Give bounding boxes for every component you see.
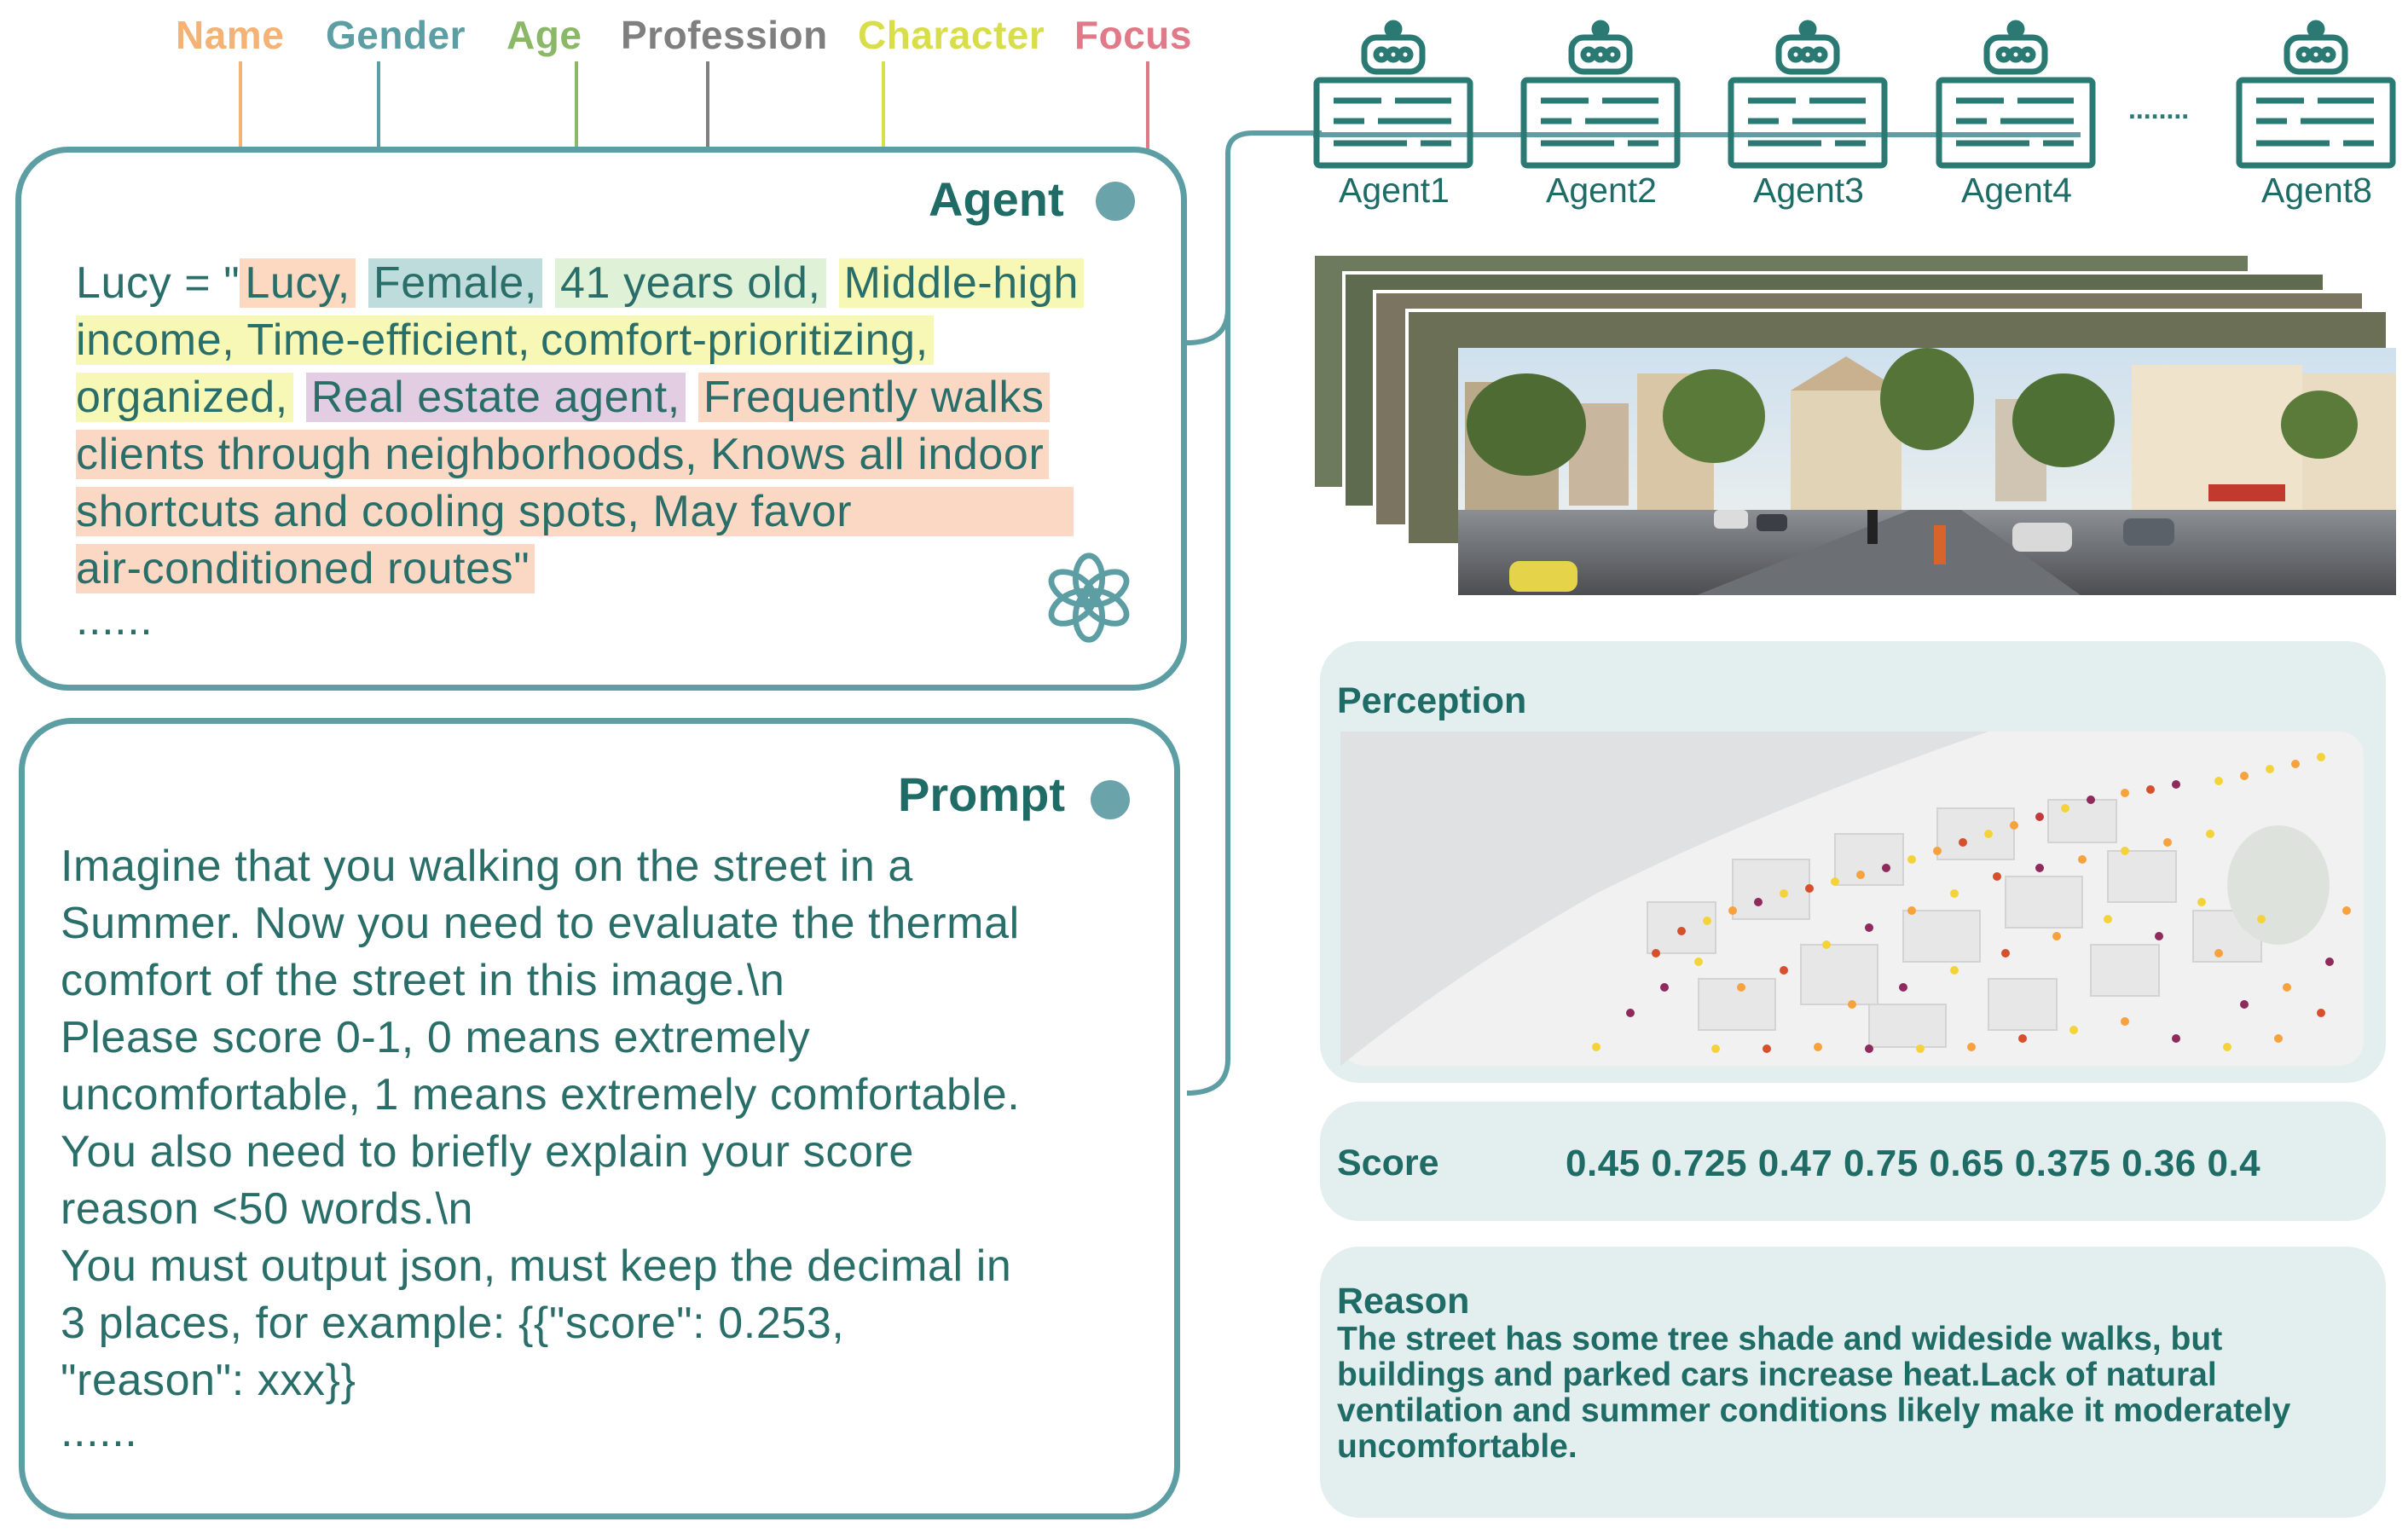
robot-agent-icon bbox=[1520, 19, 1681, 172]
character-value: organized, bbox=[76, 373, 293, 422]
name-value: Lucy, bbox=[240, 258, 355, 308]
agent-line-7: ...... bbox=[76, 595, 153, 645]
agents-ellipsis: ........ bbox=[2128, 94, 2190, 124]
attr-character-label: Character bbox=[858, 13, 1045, 57]
prompt-status-dot bbox=[1091, 780, 1130, 819]
focus-value: air-conditioned routes" bbox=[76, 544, 535, 593]
panels-to-agents-connector bbox=[1177, 119, 1330, 1108]
attr-gender-label: Gender bbox=[326, 13, 466, 57]
prompt-line: You must output json, must keep the decimal in bbox=[61, 1241, 1012, 1291]
openai-logo-icon bbox=[1041, 550, 1137, 645]
agent-label: Agent3 bbox=[1753, 171, 1864, 210]
age-value: 41 years old, bbox=[555, 258, 826, 308]
score-panel bbox=[1320, 1102, 2386, 1221]
prompt-line: reason <50 words.\n bbox=[61, 1184, 474, 1234]
agent-label: Agent2 bbox=[1546, 171, 1657, 210]
reason-title: Reason bbox=[1337, 1281, 1470, 1322]
focus-value: clients through neighborhoods, Knows all indoor bbox=[76, 430, 1049, 479]
perception-panel bbox=[1320, 641, 2386, 1083]
agent-status-dot bbox=[1096, 182, 1135, 221]
prompt-line: comfort of the street in this image.\n bbox=[61, 956, 785, 1005]
profession-value: Real estate agent, bbox=[306, 373, 686, 422]
attr-age-label: Age bbox=[506, 13, 582, 57]
agent-label: Agent1 bbox=[1339, 171, 1450, 210]
attr-name-label: Name bbox=[176, 13, 285, 57]
robot-agent-icon bbox=[1313, 19, 1473, 172]
prompt-line: uncomfortable, 1 means extremely comfortable. bbox=[61, 1070, 1021, 1120]
character-value: comfort-prioritizing, bbox=[535, 315, 934, 365]
attr-focus-label: Focus bbox=[1074, 13, 1192, 57]
street-view-image-stack bbox=[1313, 254, 2396, 595]
agent-line-6 bbox=[76, 541, 535, 598]
perception-title: Perception bbox=[1337, 680, 1527, 721]
prompt-line: "reason": xxx}} bbox=[61, 1356, 356, 1405]
robot-agent-icon bbox=[1936, 19, 2096, 172]
character-value: Middle-high bbox=[839, 258, 1084, 308]
robot-agent-icon bbox=[2236, 19, 2396, 172]
focus-value: Frequently walks bbox=[698, 373, 1050, 422]
focus-value: shortcuts and cooling spots, May favor bbox=[76, 487, 1074, 536]
agent-line-4 bbox=[76, 426, 1049, 483]
gender-value: Female, bbox=[368, 258, 542, 308]
score-values: 0.45 0.725 0.47 0.75 0.65 0.375 0.36 0.4 bbox=[1566, 1143, 2261, 1184]
prompt-line: You also need to briefly explain your score bbox=[61, 1127, 914, 1177]
prompt-line: Imagine that you walking on the street in a bbox=[61, 842, 913, 891]
reason-panel bbox=[1320, 1247, 2386, 1518]
prompt-panel bbox=[19, 718, 1180, 1519]
agent-label: Agent8 bbox=[2261, 171, 2372, 210]
character-value: income, Time-efficient, bbox=[76, 315, 535, 365]
agent-line-5 bbox=[76, 483, 1074, 541]
agent-line-2 bbox=[76, 312, 934, 369]
score-title: Score bbox=[1337, 1143, 1439, 1183]
agent-var: Lucy = " bbox=[76, 258, 240, 308]
prompt-panel-title: Prompt bbox=[898, 767, 1065, 821]
perception-map bbox=[1340, 732, 2364, 1066]
agent-panel bbox=[15, 147, 1187, 691]
agent-line-1 bbox=[76, 255, 1084, 312]
agent-label: Agent4 bbox=[1961, 171, 2072, 210]
attr-profession-label: Profession bbox=[621, 13, 828, 57]
robot-agent-icon bbox=[1728, 19, 1888, 172]
agent-line-3 bbox=[76, 369, 1050, 426]
prompt-line: ...... bbox=[61, 1407, 138, 1456]
agent-panel-title: Agent bbox=[929, 172, 1064, 226]
prompt-line: 3 places, for example: {{"score": 0.253, bbox=[61, 1299, 845, 1348]
reason-text: The street has some tree shade and wideside walks, but buildings and parked cars increase heat.Lack of natural ventilation and summer conditions likely make it moderately uncomfortable. bbox=[1337, 1321, 2291, 1465]
prompt-line: Summer. Now you need to evaluate the thermal bbox=[61, 899, 1020, 948]
prompt-line: Please score 0-1, 0 means extremely bbox=[61, 1013, 811, 1062]
